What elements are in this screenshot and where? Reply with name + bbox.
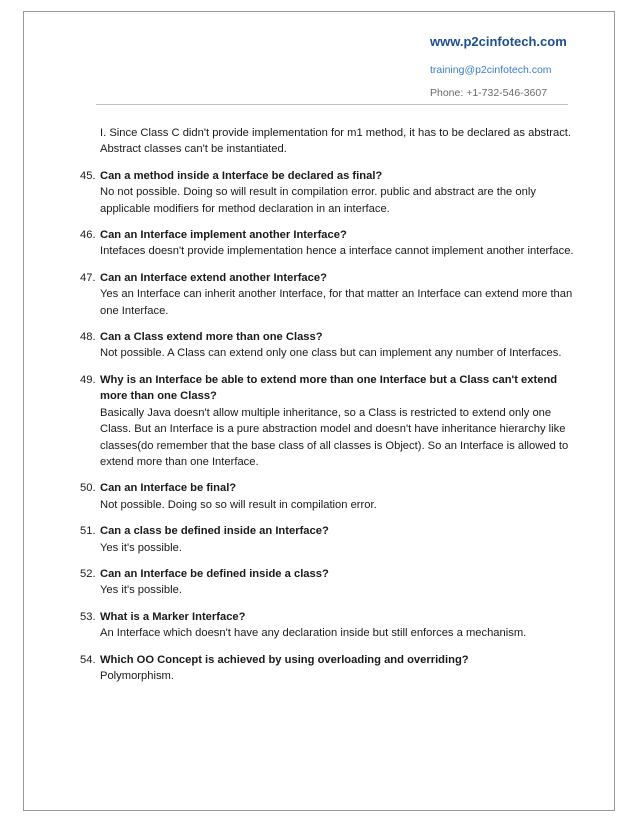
question-text: Can a class be defined inside an Interface? — [100, 525, 329, 538]
question-number: 52. — [80, 567, 96, 580]
qa-item-46 — [80, 227, 580, 260]
qa-content — [80, 125, 580, 694]
qa-body — [100, 168, 580, 217]
question-text: Can an Interface be final? — [100, 482, 237, 495]
question-number: 53. — [80, 610, 96, 623]
qa-item-48 — [80, 329, 580, 362]
qa-item-53 — [80, 609, 580, 642]
question-text: Can an Interface implement another Interface? — [100, 229, 347, 242]
qa-item-52 — [80, 566, 580, 599]
email-link[interactable]: training@p2cinfotech.com — [430, 64, 552, 76]
question-text: Why is an Interface be able to extend more than one Interface but a Class can't extend more than one Class? — [100, 373, 558, 403]
qa-body — [100, 523, 580, 556]
qa-body — [100, 329, 580, 362]
qa-body — [100, 480, 580, 513]
answer-text: Yes it's possible. — [100, 584, 182, 597]
answer-text: An Interface which doesn't have any declaration inside but still enforces a mechanism. — [100, 627, 527, 640]
phone-number: Phone: +1-732-546-3607 — [430, 87, 548, 99]
question-number: 50. — [80, 482, 96, 495]
header-divider — [96, 104, 568, 105]
intro-paragraph: I. Since Class C didn't provide implementation for m1 method, it has to be declared as abstract. Abstract classes can't be instantiated. — [100, 127, 572, 156]
qa-item-45 — [80, 168, 580, 217]
qa-body — [100, 652, 580, 685]
question-number: 48. — [80, 331, 96, 344]
question-number: 45. — [80, 169, 96, 182]
answer-text: Yes it's possible. — [100, 541, 182, 554]
qa-body — [100, 270, 580, 319]
site-link[interactable]: www.p2cinfotech.com — [430, 34, 567, 49]
question-text: Which OO Concept is achieved by using overloading and overriding? — [100, 653, 469, 666]
question-number: 46. — [80, 229, 96, 242]
question-text: Can an Interface extend another Interface? — [100, 271, 327, 284]
qa-item-47 — [80, 270, 580, 319]
answer-text: Yes an Interface can inherit another Interface, for that matter an Interface can extend more than one Interface. — [100, 288, 573, 317]
qa-body — [100, 372, 580, 470]
question-number: 54. — [80, 653, 96, 666]
answer-text: No not possible. Doing so will result in compilation error. public and abstract are the only applicable modifiers for method declaration in an interface. — [100, 186, 536, 215]
answer-text: Intefaces doesn't provide implementation hence a interface cannot implement another interface. — [100, 245, 574, 258]
qa-item-49 — [80, 372, 580, 470]
answer-text: Not possible. Doing so so will result in compilation error. — [100, 498, 377, 511]
question-number: 51. — [80, 525, 96, 538]
qa-body — [100, 609, 580, 642]
question-number: 49. — [80, 373, 96, 386]
qa-item-50 — [80, 480, 580, 513]
answer-text: Polymorphism. — [100, 669, 174, 682]
answer-text: Not possible. A Class can extend only one class but can implement any number of Interfaces. — [100, 347, 562, 360]
question-text: Can an Interface be defined inside a class? — [100, 567, 329, 580]
question-number: 47. — [80, 271, 96, 284]
question-text: Can a method inside a Interface be declared as final? — [100, 169, 383, 182]
qa-item-51 — [80, 523, 580, 556]
qa-body — [100, 566, 580, 599]
qa-body — [100, 227, 580, 260]
question-text: What is a Marker Interface? — [100, 610, 246, 623]
question-text: Can a Class extend more than one Class? — [100, 331, 323, 344]
answer-text: Basically Java doesn't allow multiple inheritance, so a Class is restricted to extend only one Class. But an Interface is a pure abstraction model and doesn't have inheritance hierarchy like classes(do remember that the base class of all classes is Object). So an Interface is allowed to extend more than one Interface. — [100, 406, 569, 468]
qa-item-54 — [80, 652, 580, 685]
